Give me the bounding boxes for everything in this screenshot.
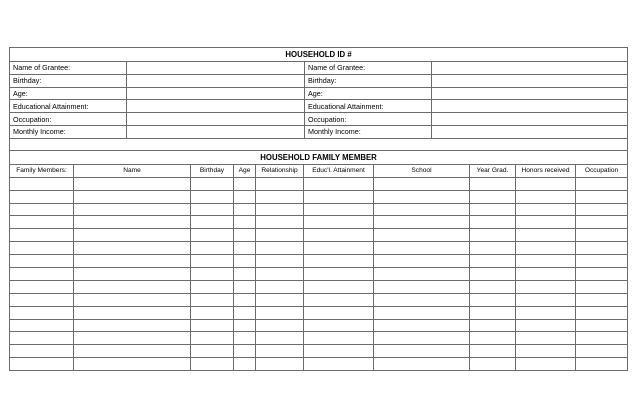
family-member-row — [10, 268, 628, 281]
family-cell[interactable] — [374, 203, 470, 216]
family-cell[interactable] — [374, 268, 470, 281]
family-cell[interactable] — [256, 306, 304, 319]
grantee-value-field[interactable] — [127, 100, 305, 113]
family-cell[interactable] — [576, 358, 628, 371]
family-member-row — [10, 358, 628, 371]
family-cell[interactable] — [10, 306, 74, 319]
family-cell[interactable] — [74, 268, 191, 281]
household-form — [9, 47, 627, 371]
family-cell[interactable] — [191, 358, 234, 371]
spouse-value-field[interactable] — [432, 62, 628, 75]
family-cell[interactable] — [516, 203, 576, 216]
family-cell[interactable] — [234, 255, 256, 268]
grantee-value-field[interactable] — [127, 62, 305, 75]
family-member-row — [10, 332, 628, 345]
family-cell[interactable] — [304, 255, 374, 268]
family-member-row — [10, 242, 628, 255]
family-cell[interactable] — [470, 242, 516, 255]
family-cell[interactable] — [516, 242, 576, 255]
spouse-label: Monthly Income: — [305, 125, 432, 138]
family-cell[interactable] — [74, 203, 191, 216]
family-cell[interactable] — [304, 216, 374, 229]
family-cell[interactable] — [234, 229, 256, 242]
grantee-label: Age: — [10, 87, 127, 100]
family-cell[interactable] — [234, 332, 256, 345]
family-cell[interactable] — [576, 345, 628, 358]
grantee-row — [10, 87, 628, 100]
grantee-label: Occupation: — [10, 113, 127, 126]
family-cell[interactable] — [470, 190, 516, 203]
grantee-value-field[interactable] — [127, 113, 305, 126]
family-cell[interactable] — [470, 216, 516, 229]
family-cell[interactable] — [576, 216, 628, 229]
family-cell[interactable] — [191, 255, 234, 268]
family-cell[interactable] — [374, 216, 470, 229]
family-cell[interactable] — [10, 177, 74, 190]
family-cell[interactable] — [10, 268, 74, 281]
spouse-value-field[interactable] — [432, 113, 628, 126]
family-cell[interactable] — [576, 268, 628, 281]
family-cell[interactable] — [191, 293, 234, 306]
grantee-row — [10, 113, 628, 126]
family-cell[interactable] — [10, 216, 74, 229]
family-cell[interactable] — [74, 177, 191, 190]
column-header: Relationship — [256, 164, 304, 177]
family-cell[interactable] — [374, 358, 470, 371]
family-cell[interactable] — [10, 203, 74, 216]
family-cell[interactable] — [516, 216, 576, 229]
family-cell[interactable] — [10, 332, 74, 345]
grantee-label: Birthday: — [10, 74, 127, 87]
family-cell[interactable] — [256, 280, 304, 293]
family-cell[interactable] — [304, 358, 374, 371]
family-cell[interactable] — [74, 229, 191, 242]
family-cell[interactable] — [304, 203, 374, 216]
family-cell[interactable] — [191, 332, 234, 345]
family-cell[interactable] — [470, 319, 516, 332]
family-cell[interactable] — [304, 229, 374, 242]
family-cell[interactable] — [191, 177, 234, 190]
family-cell[interactable] — [374, 306, 470, 319]
family-cell[interactable] — [516, 229, 576, 242]
column-header: Year Grad. — [470, 164, 516, 177]
family-cell[interactable] — [256, 358, 304, 371]
family-cell[interactable] — [191, 190, 234, 203]
family-header-row — [10, 164, 628, 177]
column-header: Birthday — [191, 164, 234, 177]
family-cell[interactable] — [191, 268, 234, 281]
family-cell[interactable] — [470, 268, 516, 281]
family-cell[interactable] — [74, 332, 191, 345]
spouse-label: Age: — [305, 87, 432, 100]
family-cell[interactable] — [470, 345, 516, 358]
grantee-label: Monthly Income: — [10, 125, 127, 138]
family-member-title: HOUSEHOLD FAMILY MEMBER — [10, 150, 628, 164]
family-cell[interactable] — [256, 268, 304, 281]
family-cell[interactable] — [256, 190, 304, 203]
family-cell[interactable] — [516, 293, 576, 306]
column-header: Family Members: — [10, 164, 74, 177]
family-cell[interactable] — [74, 242, 191, 255]
family-cell[interactable] — [74, 306, 191, 319]
family-cell[interactable] — [234, 216, 256, 229]
family-cell[interactable] — [74, 293, 191, 306]
family-cell[interactable] — [374, 345, 470, 358]
family-cell[interactable] — [374, 332, 470, 345]
family-cell[interactable] — [234, 280, 256, 293]
family-cell[interactable] — [10, 293, 74, 306]
family-cell[interactable] — [516, 345, 576, 358]
family-member-row — [10, 280, 628, 293]
grantee-table — [9, 47, 628, 165]
family-cell[interactable] — [516, 332, 576, 345]
family-table — [9, 164, 628, 371]
family-cell[interactable] — [576, 177, 628, 190]
family-cell[interactable] — [304, 306, 374, 319]
spouse-value-field[interactable] — [432, 125, 628, 138]
family-cell[interactable] — [10, 242, 74, 255]
family-cell[interactable] — [304, 190, 374, 203]
family-cell[interactable] — [470, 293, 516, 306]
family-cell[interactable] — [10, 229, 74, 242]
column-header: Honors received — [516, 164, 576, 177]
family-cell[interactable] — [191, 229, 234, 242]
family-cell[interactable] — [191, 319, 234, 332]
family-cell[interactable] — [576, 332, 628, 345]
family-cell[interactable] — [74, 345, 191, 358]
family-cell[interactable] — [256, 319, 304, 332]
family-cell[interactable] — [10, 319, 74, 332]
family-cell[interactable] — [516, 255, 576, 268]
family-cell[interactable] — [516, 268, 576, 281]
family-cell[interactable] — [234, 242, 256, 255]
spouse-label: Birthday: — [305, 74, 432, 87]
family-cell[interactable] — [576, 229, 628, 242]
family-cell[interactable] — [374, 190, 470, 203]
family-cell[interactable] — [576, 242, 628, 255]
family-cell[interactable] — [304, 332, 374, 345]
family-cell[interactable] — [74, 216, 191, 229]
family-cell[interactable] — [576, 255, 628, 268]
family-cell[interactable] — [10, 345, 74, 358]
family-cell[interactable] — [516, 190, 576, 203]
family-cell[interactable] — [470, 255, 516, 268]
family-member-row — [10, 255, 628, 268]
family-cell[interactable] — [516, 306, 576, 319]
family-cell[interactable] — [74, 280, 191, 293]
family-cell[interactable] — [470, 306, 516, 319]
family-cell[interactable] — [74, 255, 191, 268]
family-cell[interactable] — [374, 229, 470, 242]
family-member-row — [10, 216, 628, 229]
family-cell[interactable] — [74, 358, 191, 371]
family-cell[interactable] — [304, 280, 374, 293]
family-cell[interactable] — [516, 280, 576, 293]
family-cell[interactable] — [256, 242, 304, 255]
family-cell[interactable] — [576, 280, 628, 293]
family-cell[interactable] — [191, 242, 234, 255]
spouse-value-field[interactable] — [432, 87, 628, 100]
family-cell[interactable] — [576, 306, 628, 319]
family-cell[interactable] — [256, 293, 304, 306]
family-cell[interactable] — [10, 255, 74, 268]
family-member-row — [10, 177, 628, 190]
family-member-row — [10, 203, 628, 216]
family-cell[interactable] — [256, 255, 304, 268]
family-cell[interactable] — [74, 319, 191, 332]
family-cell[interactable] — [234, 177, 256, 190]
family-cell[interactable] — [256, 203, 304, 216]
family-cell[interactable] — [10, 280, 74, 293]
family-cell[interactable] — [256, 177, 304, 190]
section-gap — [10, 138, 628, 150]
spouse-value-field[interactable] — [432, 100, 628, 113]
column-header: Age — [234, 164, 256, 177]
family-cell[interactable] — [234, 345, 256, 358]
family-cell[interactable] — [470, 332, 516, 345]
grantee-row — [10, 74, 628, 87]
family-cell[interactable] — [576, 319, 628, 332]
spouse-label: Name of Grantee: — [305, 62, 432, 75]
family-cell[interactable] — [234, 268, 256, 281]
family-cell[interactable] — [374, 280, 470, 293]
grantee-row — [10, 62, 628, 75]
family-cell[interactable] — [470, 358, 516, 371]
family-cell[interactable] — [304, 293, 374, 306]
family-cell[interactable] — [191, 203, 234, 216]
family-cell[interactable] — [576, 203, 628, 216]
family-member-row — [10, 293, 628, 306]
family-member-row — [10, 345, 628, 358]
family-cell[interactable] — [304, 177, 374, 190]
family-cell[interactable] — [374, 242, 470, 255]
family-member-row — [10, 306, 628, 319]
family-cell[interactable] — [256, 332, 304, 345]
family-cell[interactable] — [470, 280, 516, 293]
grantee-label: Name of Grantee: — [10, 62, 127, 75]
family-cell[interactable] — [234, 293, 256, 306]
spouse-value-field[interactable] — [432, 74, 628, 87]
column-header: Occupation — [576, 164, 628, 177]
family-cell[interactable] — [516, 177, 576, 190]
grantee-label: Educational Attainment: — [10, 100, 127, 113]
family-cell[interactable] — [470, 229, 516, 242]
family-cell[interactable] — [374, 255, 470, 268]
family-cell[interactable] — [234, 358, 256, 371]
family-cell[interactable] — [256, 345, 304, 358]
spouse-label: Occupation: — [305, 113, 432, 126]
family-cell[interactable] — [374, 319, 470, 332]
family-cell[interactable] — [470, 177, 516, 190]
household-id-title: HOUSEHOLD ID # — [10, 48, 628, 62]
column-header: Name — [74, 164, 191, 177]
family-cell[interactable] — [256, 216, 304, 229]
grantee-value-field[interactable] — [127, 125, 305, 138]
family-cell[interactable] — [191, 216, 234, 229]
family-cell[interactable] — [304, 242, 374, 255]
grantee-row — [10, 125, 628, 138]
family-cell[interactable] — [516, 319, 576, 332]
family-cell[interactable] — [191, 345, 234, 358]
grantee-row — [10, 100, 628, 113]
family-cell[interactable] — [516, 358, 576, 371]
family-cell[interactable] — [374, 293, 470, 306]
column-header: Educ'l. Attainment — [304, 164, 374, 177]
grantee-value-field[interactable] — [127, 74, 305, 87]
family-cell[interactable] — [304, 319, 374, 332]
family-member-row — [10, 319, 628, 332]
family-cell[interactable] — [10, 190, 74, 203]
grantee-value-field[interactable] — [127, 87, 305, 100]
family-cell[interactable] — [234, 306, 256, 319]
family-member-row — [10, 190, 628, 203]
family-cell[interactable] — [576, 190, 628, 203]
family-cell[interactable] — [10, 358, 74, 371]
family-cell[interactable] — [374, 177, 470, 190]
family-cell[interactable] — [191, 280, 234, 293]
family-cell[interactable] — [304, 345, 374, 358]
family-cell[interactable] — [234, 190, 256, 203]
family-member-row — [10, 229, 628, 242]
family-cell[interactable] — [234, 203, 256, 216]
family-cell[interactable] — [304, 268, 374, 281]
family-cell[interactable] — [234, 319, 256, 332]
family-cell[interactable] — [470, 203, 516, 216]
column-header: School — [374, 164, 470, 177]
family-cell[interactable] — [74, 190, 191, 203]
family-cell[interactable] — [191, 306, 234, 319]
family-cell[interactable] — [576, 293, 628, 306]
family-cell[interactable] — [256, 229, 304, 242]
spouse-label: Educational Attainment: — [305, 100, 432, 113]
